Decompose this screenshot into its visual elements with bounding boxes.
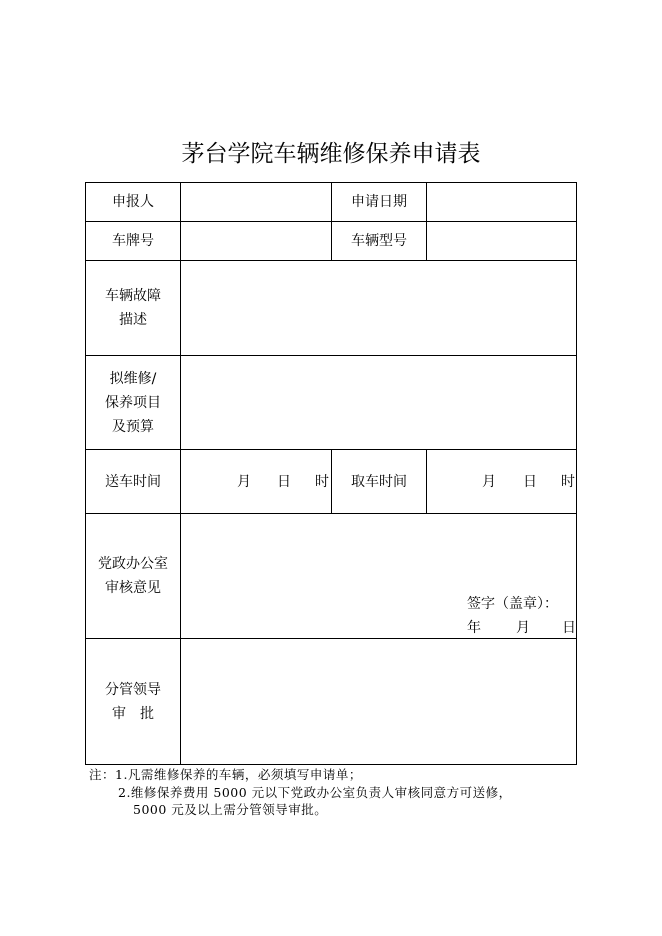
office-label bbox=[85, 513, 181, 639]
plate-label bbox=[85, 221, 181, 261]
fault-field[interactable] bbox=[180, 260, 577, 356]
label-text: 送车时间 bbox=[105, 473, 161, 490]
apply-date-label bbox=[331, 182, 427, 222]
pick-time-field[interactable] bbox=[426, 449, 577, 514]
year-unit: 年 bbox=[467, 620, 481, 636]
label-text: 申报人 bbox=[112, 194, 154, 210]
label-text: 车辆故障 bbox=[105, 288, 161, 304]
month-unit: 月 bbox=[516, 620, 530, 636]
note-3: 5000 元及以上需分管领导审批。 bbox=[133, 802, 328, 817]
applicant-field[interactable] bbox=[180, 182, 332, 222]
label-text: 分管领导 bbox=[105, 681, 161, 698]
label-text: 申请日期 bbox=[351, 194, 407, 210]
model-label bbox=[331, 221, 427, 261]
note-1: 注：1.凡需维修保养的车辆，必须填写申请单； bbox=[89, 767, 362, 782]
plan-field[interactable] bbox=[180, 355, 577, 450]
day-unit: 日 bbox=[277, 474, 291, 490]
label-text: 保养项目 bbox=[105, 394, 161, 411]
send-time-label bbox=[85, 449, 181, 514]
leader-label bbox=[85, 638, 181, 765]
note-2: 2.维修保养费用 5000 元以下党政办公室负责人审核同意方可送修， bbox=[118, 785, 512, 800]
label-text: 及预算 bbox=[112, 418, 154, 435]
label-text: 党政办公室 bbox=[98, 556, 168, 572]
month-unit: 月 bbox=[237, 474, 251, 490]
model-field[interactable] bbox=[426, 221, 577, 261]
month-unit: 月 bbox=[482, 474, 496, 490]
label-text: 审 批 bbox=[112, 705, 154, 722]
plan-label bbox=[85, 355, 181, 450]
office-opinion-field[interactable] bbox=[180, 513, 577, 639]
label-text: 描述 bbox=[119, 312, 147, 328]
plate-field[interactable] bbox=[180, 221, 332, 261]
hour-unit: 时 bbox=[561, 474, 575, 490]
label-text: 拟维修/ bbox=[109, 370, 157, 387]
apply-date-field[interactable] bbox=[426, 182, 577, 222]
page-title: 茅台学院车辆维修保养申请表 bbox=[181, 141, 481, 167]
day-unit: 日 bbox=[523, 474, 537, 490]
day-unit: 日 bbox=[562, 620, 576, 636]
label-text: 车牌号 bbox=[112, 233, 154, 249]
label-text: 取车时间 bbox=[351, 473, 407, 490]
pick-time-label bbox=[331, 449, 427, 514]
hour-unit: 时 bbox=[315, 474, 329, 490]
signature-label: 签字（盖章）： bbox=[467, 596, 558, 612]
leader-approval-field[interactable] bbox=[180, 638, 577, 765]
label-text: 车辆型号 bbox=[351, 233, 407, 249]
send-time-field[interactable] bbox=[180, 449, 332, 514]
label-text: 审核意见 bbox=[105, 580, 161, 596]
fault-label bbox=[85, 260, 181, 356]
applicant-label bbox=[85, 182, 181, 222]
